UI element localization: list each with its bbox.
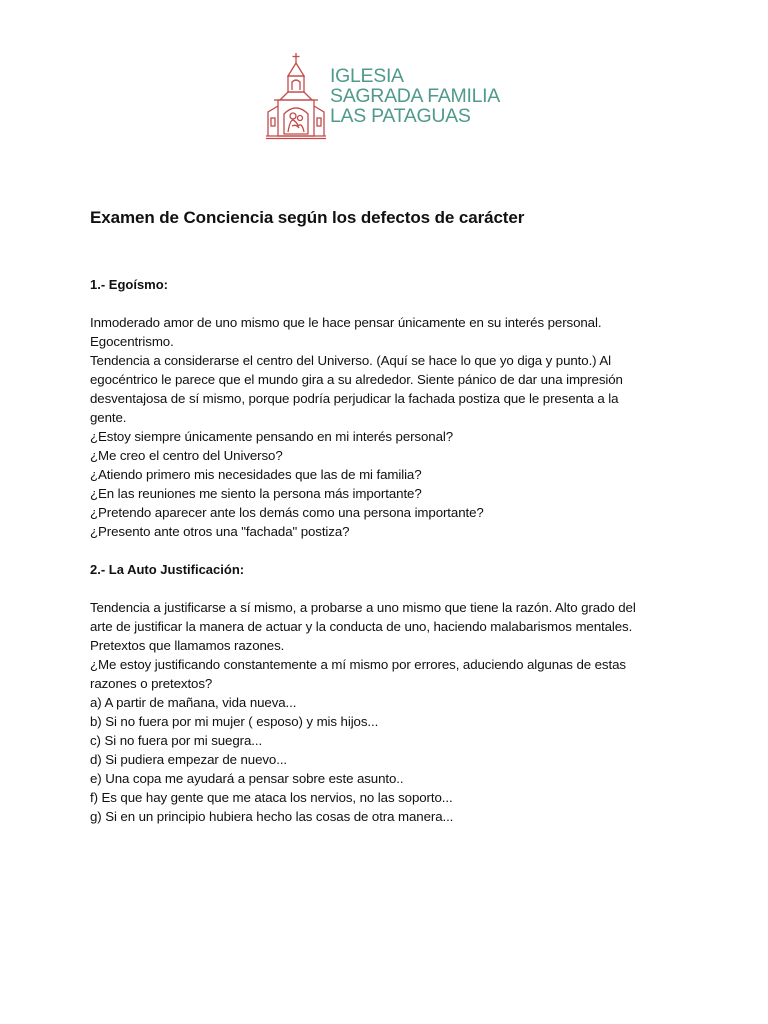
- document-title: Examen de Conciencia según los defectos de carácter: [90, 208, 525, 227]
- text-line: gente.: [90, 410, 127, 425]
- question-line: ¿Me creo el centro del Universo?: [90, 448, 283, 463]
- section-2-body: [90, 598, 680, 826]
- text-line: Pretextos que llamamos razones.: [90, 638, 285, 653]
- question-line: ¿En las reuniones me siento la persona más importante?: [90, 486, 422, 501]
- logo-line-3: LAS PATAGUAS: [330, 105, 471, 127]
- question-line: ¿Estoy siempre únicamente pensando en mi interés personal?: [90, 429, 454, 444]
- question-line: ¿Presento ante otros una "fachada" postiza?: [90, 524, 350, 539]
- list-item: e) Una copa me ayudará a pensar sobre este asunto..: [90, 771, 404, 786]
- list-item: g) Si en un principio hubiera hecho las cosas de otra manera...: [90, 809, 454, 824]
- text-line: Tendencia a considerarse el centro del Universo. (Aquí se hace lo que yo diga y punto.) Al: [90, 353, 611, 368]
- list-item: a) A partir de mañana, vida nueva...: [90, 695, 297, 710]
- text-line: Egocentrismo.: [90, 334, 174, 349]
- text-line: egocéntrico le parece que el mundo gira a su alrededor. Siente pánico de dar una impresión: [90, 372, 623, 387]
- text-line: desventajosa de sí mismo, porque podría perjudicar la fachada postiza que le presenta a la: [90, 391, 619, 406]
- section-1-heading: 1.- Egoísmo:: [90, 277, 169, 292]
- logo-wordmark: [330, 66, 520, 126]
- document-body: [90, 205, 680, 826]
- question-line: ¿Atiendo primero mis necesidades que las de mi familia?: [90, 467, 422, 482]
- logo-line-1: IGLESIA: [330, 65, 404, 87]
- church-icon: [264, 52, 328, 140]
- text-line: arte de justificar la manera de actuar y la conducta de uno, haciendo malabarismos mentales.: [90, 619, 633, 634]
- section-1-body: [90, 313, 680, 541]
- question-line: ¿Pretendo aparecer ante los demás como una persona importante?: [90, 505, 484, 520]
- text-line: Inmoderado amor de uno mismo que le hace pensar únicamente en su interés personal.: [90, 315, 602, 330]
- list-item: b) Si no fuera por mi mujer ( esposo) y mis hijos...: [90, 714, 379, 729]
- church-logo: [264, 52, 514, 140]
- question-line: ¿Me estoy justificando constantemente a mí mismo por errores, aduciendo algunas de estas: [90, 657, 626, 672]
- section-2-heading: 2.- La Auto Justificación:: [90, 562, 245, 577]
- list-item: f) Es que hay gente que me ataca los nervios, no las soporto...: [90, 790, 453, 805]
- logo-line-2: SAGRADA FAMILIA: [330, 85, 500, 107]
- question-line: razones o pretextos?: [90, 676, 213, 691]
- list-item: c) Si no fuera por mi suegra...: [90, 733, 263, 748]
- list-item: d) Si pudiera empezar de nuevo...: [90, 752, 288, 767]
- text-line: Tendencia a justificarse a sí mismo, a probarse a uno mismo que tiene la razón. Alto grado del: [90, 600, 636, 615]
